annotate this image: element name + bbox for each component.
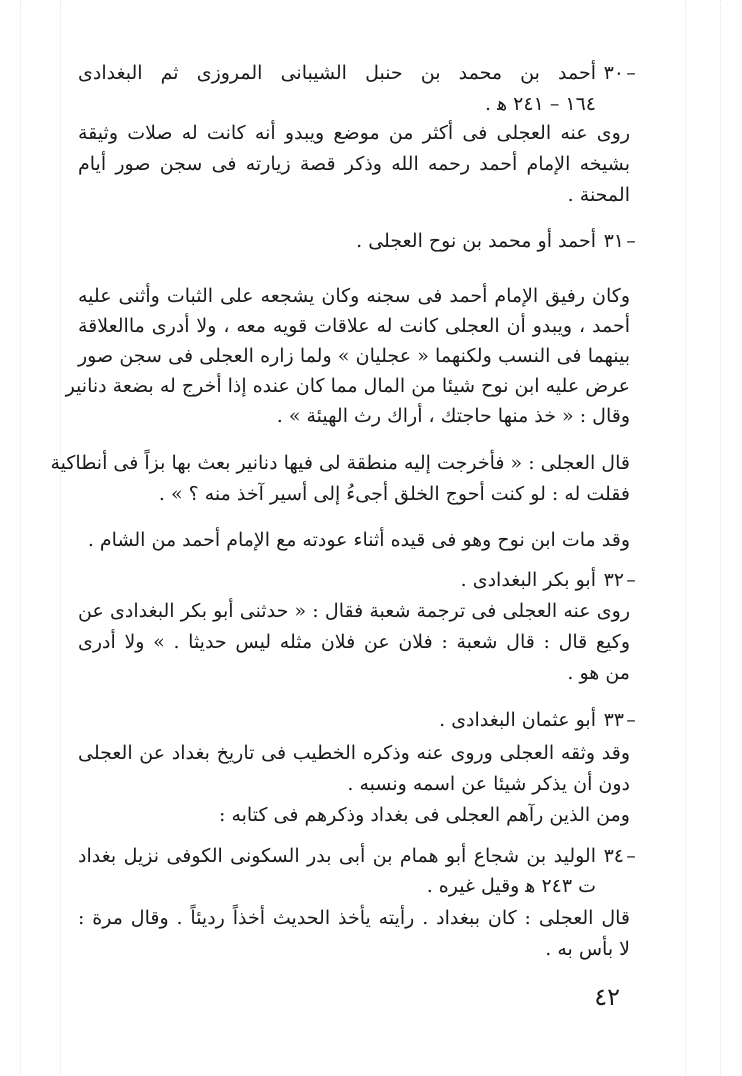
entry-number: ٣١: [603, 230, 624, 252]
scan-guide-line: [20, 0, 21, 1076]
entry-body-line: روى عنه العجلى فى أكثر من موضع ويبدو أنه كانت له صلات وثيقة: [78, 122, 630, 144]
entry-body-line: ومن الذين رآهم العجلى فى بغداد وذكرهم فى كتابه :: [219, 804, 630, 826]
entry-body-line: عرض عليه ابن نوح شيئا من المال مما كان عنده إذا أخرج له بضعة دنانير: [65, 375, 630, 397]
entry-body-line: من هو .: [567, 662, 630, 684]
entry-number: ٣٢: [603, 569, 624, 591]
entry-body-line: وكيع قال : قال شعبة : فلان عن فلان مثله ليس حديثا . » ولا أدرى: [78, 631, 630, 653]
entry-body-line: بينهما فى النسب ولكنهما « عجليان » ولما زاره العجلى فى سجن صور: [78, 345, 630, 367]
entry-body-line: وقد وثقه العجلى وروى عنه وذكره الخطيب فى تاريخ بغداد عن العجلى: [78, 742, 630, 764]
entry-body-line: أحمد ، ويبدو أن العجلى كانت له علاقات قويه معه ، ولا أدرى ماالعلاقة: [78, 315, 630, 337]
entry-number: ٣٤: [603, 845, 624, 867]
entry-dash: –: [626, 569, 636, 591]
page-number: ٤٢: [594, 983, 620, 1011]
entry-number: ٣٣: [603, 709, 624, 731]
entry-heading: أحمد بن محمد بن حنبل الشيبانى المروزى ثم البغدادى: [78, 62, 596, 84]
entry-body-line: قال العجلى : « فأخرجت إليه منطقة لى فيها دنانير بعث بها بزاً فى أنطاكية: [50, 452, 630, 474]
entry-heading: الوليد بن شجاع أبو همام بن أبى بدر السكونى الكوفى نزيل بغداد: [78, 845, 596, 867]
entry-body-line: المحنة .: [567, 184, 630, 206]
entry-body-line: دون أن يذكر شيئا عن اسمه ونسبه .: [347, 773, 630, 795]
entry-heading: ١٦٤ – ٢٤١ ﻫ .: [485, 93, 596, 115]
entry-body-line: وكان رفيق الإمام أحمد فى سجنه وكان يشجعه على الثبات وأثنى عليه: [78, 285, 630, 307]
scan-guide-line: [60, 0, 61, 1076]
entry-dash: –: [626, 709, 636, 731]
entry-body-line: وقد مات ابن نوح وهو فى قيده أثناء عودته مع الإمام أحمد من الشام .: [87, 529, 630, 551]
entry-body-line: روى عنه العجلى فى ترجمة شعبة فقال : « حدثنى أبو بكر البغدادى عن: [78, 600, 630, 622]
entry-body-line: قال العجلى : كان ببغداد . رأيته يأخذ الحديث أخذاً رديئاً . وقال مرة :: [78, 907, 630, 929]
entry-body-line: فقلت له : لو كنت أحوج الخلق أجىءُ إلى أسير آخذ منه ؟ » .: [158, 483, 630, 505]
entry-dash: –: [626, 230, 636, 252]
entry-dash: –: [626, 845, 636, 867]
entry-heading: أبو عثمان البغدادى .: [439, 709, 596, 731]
entry-dash: –: [626, 62, 636, 84]
entry-body-line: لا بأس به .: [545, 938, 630, 960]
entry-heading: أبو بكر البغدادى .: [460, 569, 596, 591]
scan-guide-line: [720, 0, 721, 1076]
entry-body-line: بشيخه الإمام أحمد رحمه الله وذكر قصة زيارته فى سجن صور أيام: [78, 153, 630, 175]
entry-heading: ت ٢٤٣ ﻫ وقيل غيره .: [426, 875, 596, 897]
entry-body-line: وقال : « خذ منها حاجتك ، أراك رث الهيئة » .: [276, 405, 630, 427]
scan-guide-line: [685, 0, 686, 1076]
entry-heading: أحمد أو محمد بن نوح العجلى .: [356, 230, 596, 252]
entry-number: ٣٠: [603, 62, 624, 84]
